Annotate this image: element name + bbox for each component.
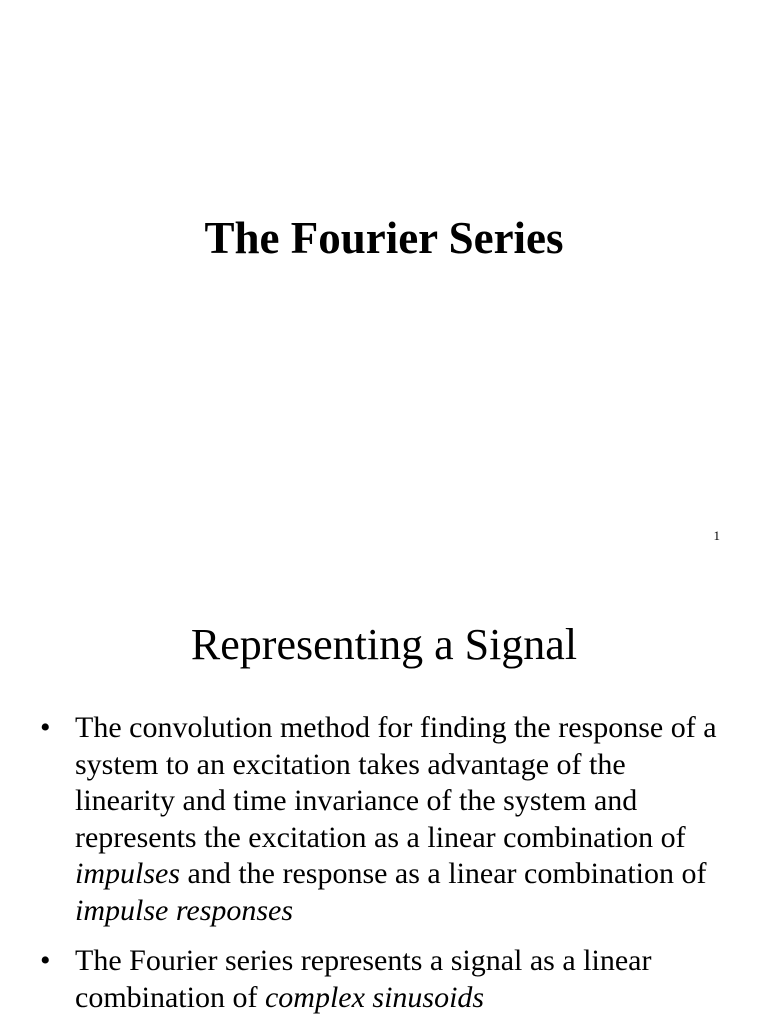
slide-title: Representing a Signal [190, 620, 578, 669]
emphasis-text: impulse responses [75, 893, 294, 927]
bullet-text: The convolution method for finding the response of a system to an excitation takes advantage of the linearity and time invariance of the system and represents the excitation as a linear combination of [75, 711, 717, 854]
emphasis-text: impulses [75, 857, 180, 890]
bullet-icon: • [40, 711, 51, 744]
page-number: 1 [713, 528, 720, 543]
bullet-text: and the response as a linear combination of [180, 857, 707, 890]
emphasis-text: complex sinusoids [264, 980, 485, 1014]
slide-title: The Fourier Series [204, 213, 564, 263]
bullet-text: The Fourier series represents a signal as a linear combination of [75, 944, 652, 1014]
slide-2 [0, 576, 768, 1024]
bullet-list [40, 710, 730, 1024]
bullet-item [40, 943, 730, 1016]
bullet-item [40, 710, 730, 929]
bullet-icon: • [40, 944, 51, 977]
